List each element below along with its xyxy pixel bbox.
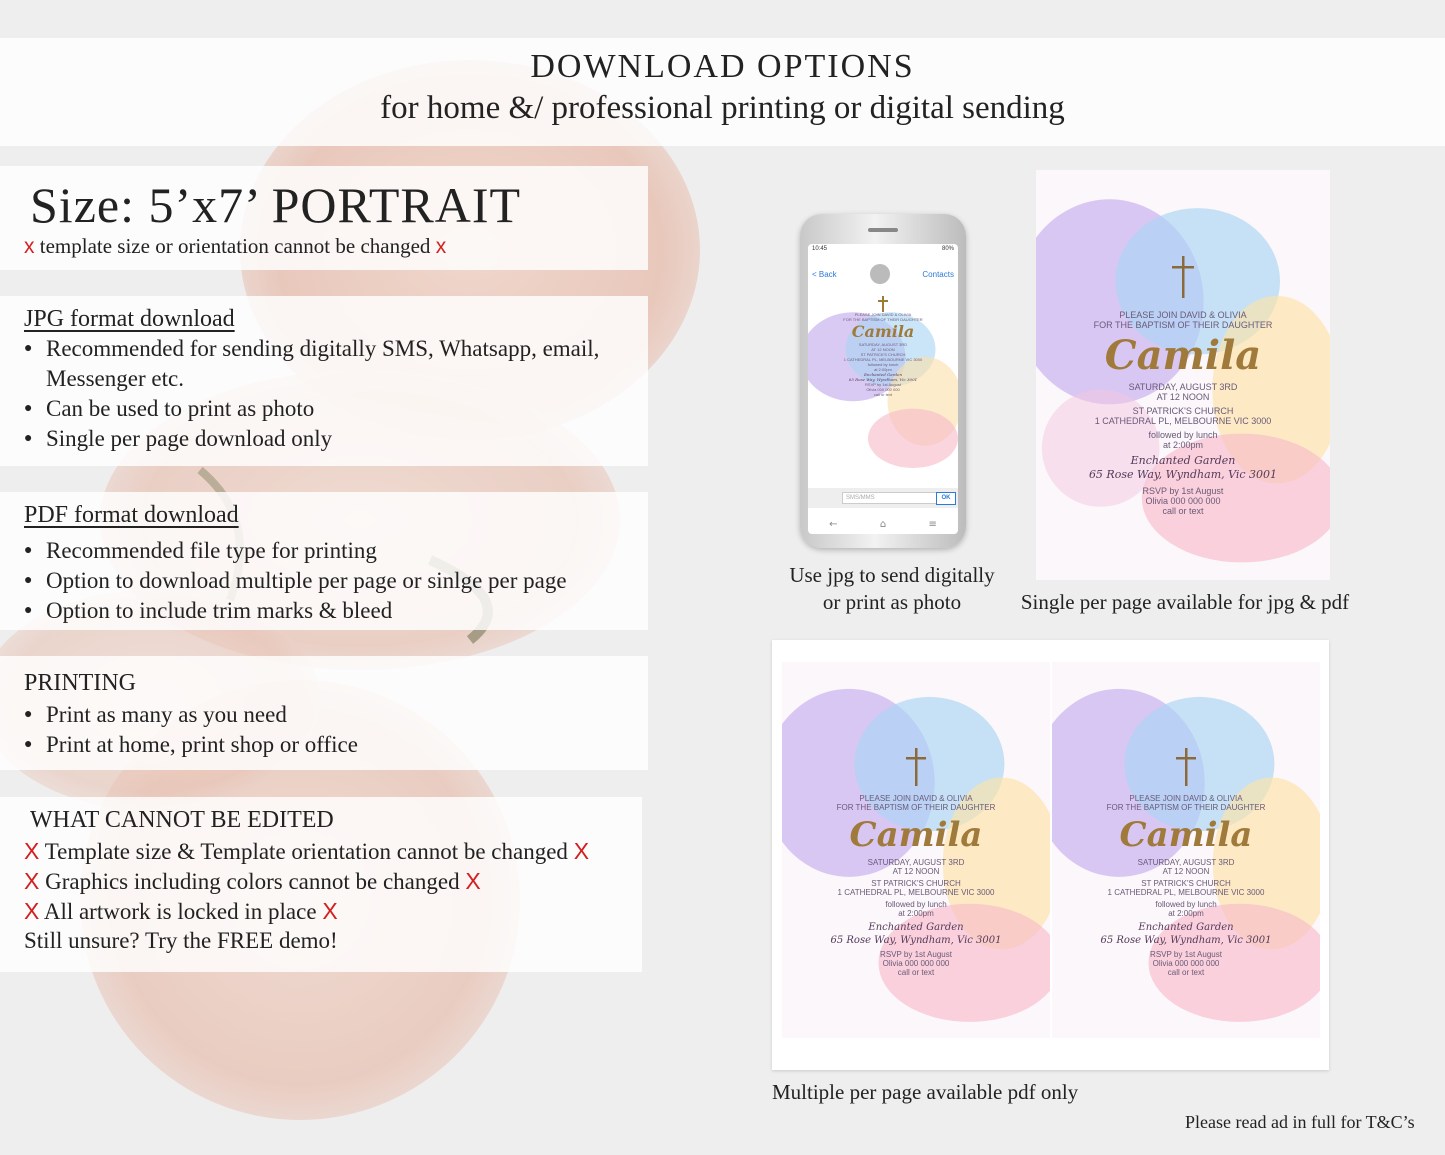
single-card-text [1036,256,1330,516]
phone-speaker [868,228,898,232]
red-x-icon: X [465,868,481,894]
invite-venue-address: 65 Rose Way, Wyndham, Vic 3001 [848,377,918,382]
menu-icon: ≡ [928,519,937,530]
size-note-text: template size or orientation cannot be changed [39,234,431,258]
cross-icon [906,748,926,786]
invite-venue: Enchanted Garden [1138,922,1234,933]
invite-address: 1 CATHEDRAL PL, MELBOURNE VIC 3000 [1107,888,1265,897]
printing-panel [0,656,648,770]
phone-battery: 80% [941,246,954,252]
invite-venue-address: 65 Rose Way, Wyndham, Vic 3001 [830,935,1002,946]
jpg-panel [0,296,648,466]
not-editable-line [24,838,589,865]
invite-venue-address: 65 Rose Way, Wyndham, Vic 3001 [1100,935,1272,946]
red-x-icon: X [24,898,40,924]
invite-address: 1 CATHEDRAL PL, MELBOURNE VIC 3000 [843,357,923,362]
invite-time: AT 12 NOON [871,347,895,352]
invite-intro: FOR THE BAPTISM OF THEIR DAUGHTER [1093,320,1273,330]
list-item: ● Print as many as you need [24,700,644,730]
sheet-invitation-card-2 [1052,662,1320,1038]
cross-icon [878,296,888,312]
cross-icon [1172,256,1194,298]
invite-call: call or text [897,968,935,977]
contact-avatar-icon [870,264,890,284]
invite-date: SATURDAY, AUGUST 3RD [867,858,965,867]
phone-nav-bar [812,264,954,284]
single-invitation-card [1036,170,1330,580]
list-item: ● Recommended file type for printing [24,536,644,566]
invite-date: SATURDAY, AUGUST 3RD [858,342,908,347]
invite-intro: PLEASE JOIN DAVID & OLIVIA [1119,310,1247,320]
red-x-icon: X [573,838,590,864]
invite-followed-time: at 2:00pm [1168,909,1204,918]
printing-heading: PRINTING [24,670,136,696]
invite-name: Camila [851,322,915,341]
terms-note: Please read ad in full for T&C’s [1185,1112,1415,1132]
phone-caption: Use jpg to send digitally or print as photo [789,563,995,614]
sheet-invitation-card-1 [782,662,1050,1038]
phone-invitation-card [808,290,958,468]
invite-rsvp: RSVP by 1st August [1150,950,1222,959]
red-x-icon: x [24,235,35,258]
pdf-list [24,536,644,626]
phone-home-bar [808,519,958,530]
list-item: ● Option to download multiple per page or sinlge per page [24,566,644,596]
list-item: ● Can be used to print as photo [24,394,644,424]
invite-name: Camila [1104,332,1262,379]
invite-venue: Enchanted Garden [863,372,903,377]
phone-message-bar [808,488,958,508]
page-title: DOWNLOAD OPTIONS [530,48,915,85]
invite-intro: PLEASE JOIN DAVID & OLIVIA [1129,794,1243,803]
back-arrow-icon: ← [829,519,838,530]
invite-followed: followed by lunch [1155,900,1217,909]
invite-church: ST PATRICK'S CHURCH [1132,406,1234,416]
invite-call: call or text [1162,506,1204,516]
invite-intro: FOR THE BAPTISM OF THEIR DAUGHTER [1106,803,1266,812]
page-subtitle: for home &/ professional printing or digital sending [380,90,1065,126]
size-title: Size: 5’x7’ PORTRAIT [30,177,522,233]
pdf-heading: PDF format download [24,502,239,528]
invite-venue: Enchanted Garden [1130,454,1236,467]
multiple-caption: Multiple per page available pdf only [772,1080,1079,1104]
invite-followed-time: at 2:00pm [1162,440,1204,450]
not-editable-line [24,868,481,895]
invite-time: AT 12 NOON [1156,392,1210,402]
invite-time: AT 12 NOON [1162,867,1210,876]
invite-venue: Enchanted Garden [868,922,964,933]
phone-ok-button: OK [936,492,956,505]
invite-address: 1 CATHEDRAL PL, MELBOURNE VIC 3000 [837,888,995,897]
invite-intro: FOR THE BAPTISM OF THEIR DAUGHTER [843,317,923,322]
invite-rsvp: RSVP by 1st August [865,382,901,387]
not-editable-panel [0,797,642,972]
cross-icon [1176,748,1196,786]
invite-followed-time: at 2:00pm [898,909,934,918]
phone-time: 10:45 [812,246,828,252]
not-editable-text: Graphics including colors cannot be changed [45,869,460,894]
pdf-panel [0,492,648,630]
list-item: ● Option to include trim marks & bleed [24,596,644,626]
invite-phone: Olivia 000 000 000 [882,959,950,968]
invite-followed-time: at 2:00pm [874,367,892,372]
red-x-icon: x [435,235,447,258]
invite-phone: Olivia 000 000 000 [866,387,900,392]
jpg-list [24,334,644,454]
sheet-card-text [1052,748,1320,977]
red-x-icon: X [322,898,338,924]
invite-intro: PLEASE JOIN DAVID & OLIVIA [854,312,912,317]
invite-followed: followed by lunch [1148,430,1218,440]
invite-venue-address: 65 Rose Way, Wyndham, Vic 3001 [1088,468,1278,481]
invite-followed: followed by lunch [867,362,899,367]
invite-date: SATURDAY, AUGUST 3RD [1128,382,1238,392]
red-x-icon: X [24,838,40,864]
invite-call: call or text [873,392,893,397]
phone-mockup [800,214,966,548]
invite-followed: followed by lunch [885,900,947,909]
invite-intro: FOR THE BAPTISM OF THEIR DAUGHTER [836,803,996,812]
header-band [0,38,1445,146]
invite-phone: Olivia 000 000 000 [1145,496,1221,506]
invite-time: AT 12 NOON [892,867,940,876]
home-icon: ⌂ [879,519,887,530]
size-note [24,234,446,259]
invite-intro: PLEASE JOIN DAVID & OLIVIA [859,794,973,803]
invite-church: ST PATRICK'S CHURCH [1141,879,1231,888]
red-x-icon: X [24,868,40,894]
printing-list [24,700,644,760]
invite-rsvp: RSVP by 1st August [880,950,952,959]
invite-name: Camila [849,815,983,855]
phone-screen [808,244,958,534]
invite-church: ST PATRICK'S CHURCH [860,352,906,357]
jpg-heading: JPG format download [24,306,235,332]
phone-contacts-link: Contacts [922,269,954,279]
phone-status-bar [812,246,954,252]
not-editable-text: All artwork is locked in place [43,899,317,924]
size-panel [0,166,648,270]
not-editable-text: Template size & Template orientation cannot be changed [44,839,568,864]
invite-rsvp: RSVP by 1st August [1142,486,1224,496]
invite-church: ST PATRICK'S CHURCH [871,879,961,888]
invite-address: 1 CATHEDRAL PL, MELBOURNE VIC 3000 [1094,416,1272,426]
phone-message-input: SMS/MMS [842,492,937,504]
invite-phone: Olivia 000 000 000 [1152,959,1220,968]
single-caption: Single per page available for jpg & pdf [1020,590,1350,614]
invite-date: SATURDAY, AUGUST 3RD [1137,858,1235,867]
list-item: ● Print at home, print shop or office [24,730,644,760]
demo-line: Still unsure? Try the FREE demo! [24,928,338,953]
not-editable-line [24,898,338,925]
list-item: ● Recommended for sending digitally SMS, Whatsapp, email, Messenger etc. [24,334,644,394]
invite-name: Camila [1119,815,1253,855]
phone-back-link: < Back [812,269,837,279]
sheet-card-text [782,748,1050,977]
phone-card-text [808,296,958,397]
not-editable-heading: WHAT CANNOT BE EDITED [30,807,334,833]
list-item: ● Single per page download only [24,424,644,454]
invite-call: call or text [1167,968,1205,977]
multiple-per-page-sheet [772,640,1329,1070]
